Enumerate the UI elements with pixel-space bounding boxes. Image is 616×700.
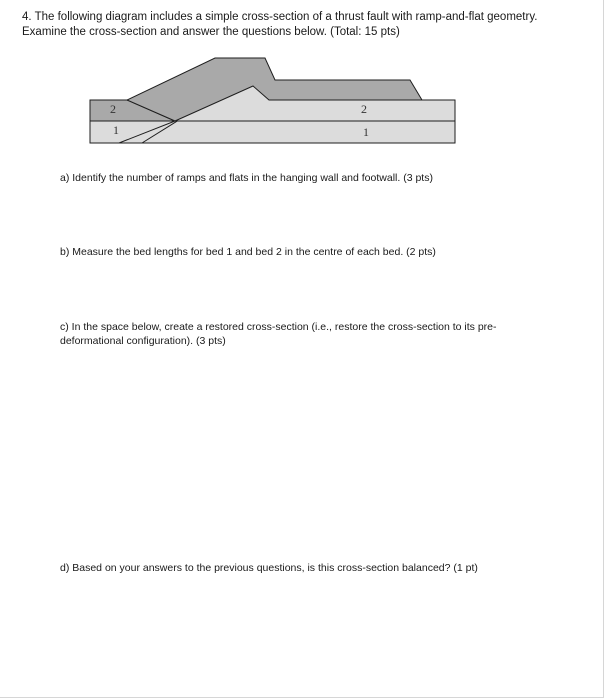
question-text: The following diagram includes a simple cross-section of a thrust fault with ramp-and-flat geometry. Examine the cross-section and answer the questions below. (Total: 15 pts)	[22, 11, 538, 38]
question-number: 4.	[22, 11, 32, 23]
question-header	[22, 10, 542, 40]
question-part-d: d) Based on your answers to the previous questions, is this cross-section balanced? (1 pt)	[60, 562, 478, 574]
hanging-wall-bed-1-label: 1	[363, 125, 369, 139]
hanging-wall-bed-2-label: 2	[361, 102, 367, 116]
question-part-b: b) Measure the bed lengths for bed 1 and bed 2 in the centre of each bed. (2 pts)	[60, 246, 436, 258]
cross-section-svg	[85, 55, 460, 145]
question-part-c: c) In the space below, create a restored cross-section (i.e., restore the cross-section to its pre-deformational configuration). (3 pts)	[60, 321, 497, 347]
thrust-fault-diagram	[85, 55, 460, 145]
question-part-a: a) Identify the number of ramps and flats in the hanging wall and footwall. (3 pts)	[60, 172, 433, 184]
footwall-bed-1-label: 1	[113, 123, 119, 137]
footwall-bed-2-label: 2	[110, 102, 116, 116]
